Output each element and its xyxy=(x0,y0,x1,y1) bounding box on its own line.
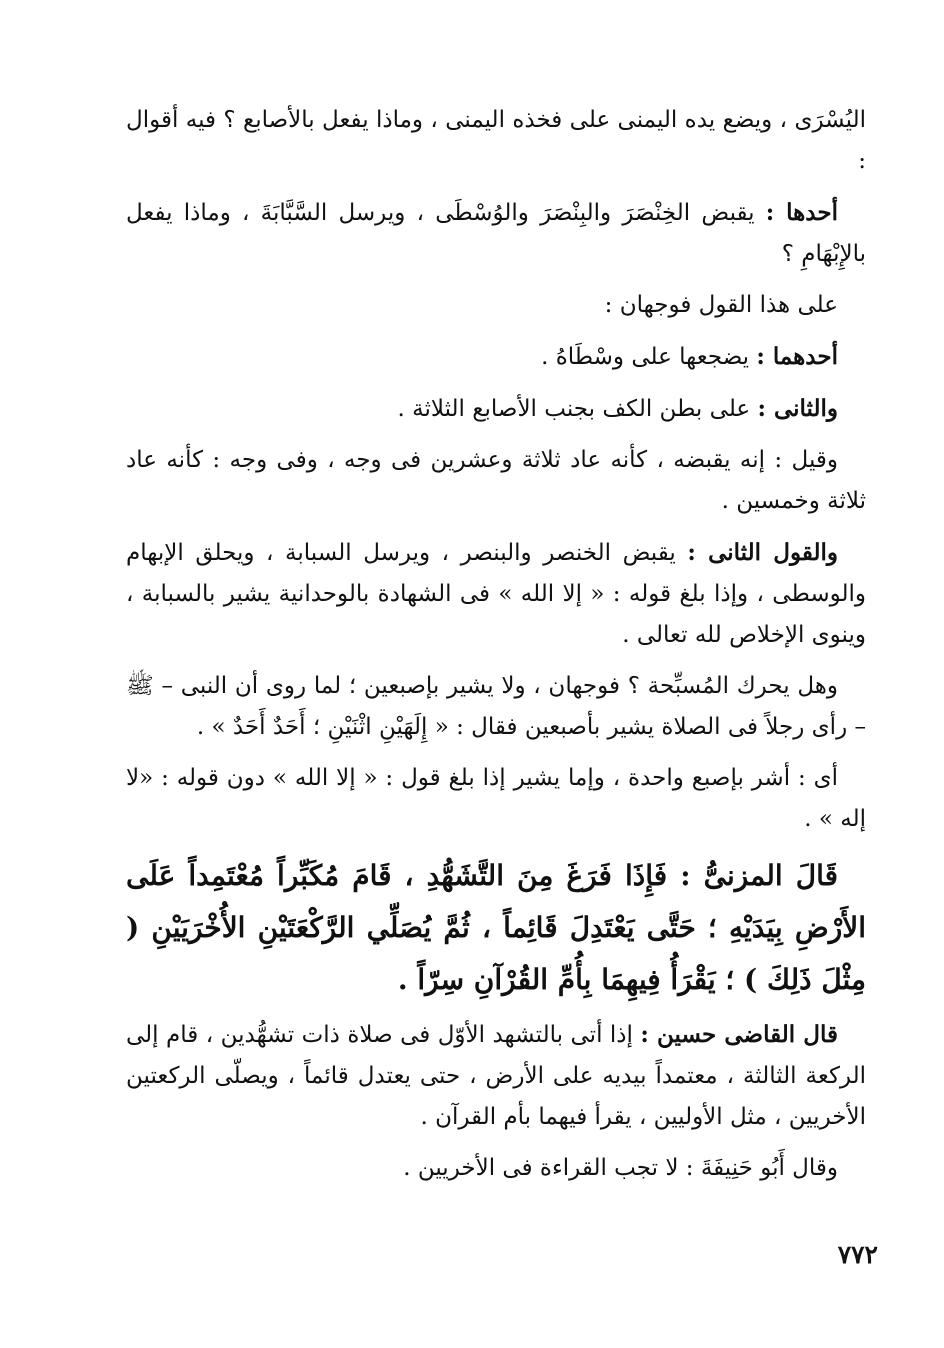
quoted-text-muzani xyxy=(126,850,866,1006)
paragraph-7-text: يقبض الخنصر والبنصر ، ويرسل السبابة ، ويحلق الإبهام والوسطى ، وإذا بلغ قوله : « إلا الله » فى الشهادة بالوحدانية يشير بالسبابة ، وينوى الإخلاص لله تعالى . xyxy=(126,540,866,648)
paragraph-6 xyxy=(126,440,866,522)
paragraph-5-lead: والثانى : xyxy=(757,395,838,422)
paragraph-3 xyxy=(126,285,866,326)
paragraph-9-text: أى : أشر بإصبع واحدة ، وإما يشير إذا بلغ قول : « إلا الله » دون قوله : «لا إله » . xyxy=(126,765,866,832)
paragraph-8-text: وهل يحرك المُسبِّحة ؟ فوجهان ، ولا يشير بإصبعين ؛ لما روى أن النبى – ﷺ – رأى رجلاً فى الصلاة يشير بأصبعين فقال : « إِلَهَيْنِ اثْنَيْنِ ؛ أَحَدٌ أَحَدٌ » . xyxy=(126,673,866,740)
paragraph-10-text: قَالَ المزنىُّ : فَإِذَا فَرَغَ مِنَ التَّشَهُّدِ ، قَامَ مُكَبِّراً مُعْتَمِداً عَلَى الأَرْضِ بِيَدَيْهِ ؛ حَتَّى يَعْتَدِلَ قَائِماً ، ثُمَّ يُصَلِّي الرَّكْعَتَيْنِ الأُخْرَيَيْنِ ( مِثْلَ ذَلِكَ ) ؛ يَقْرَأُ فِيهِمَا بِأُمِّ القُرْآنِ سِرّاً . xyxy=(126,859,866,996)
paragraph-2-lead: أحدها : xyxy=(765,199,838,226)
paragraph-2-text: يقبض الخِنْصَرَ والبِنْصَرَ والوُسْطَى ، ويرسل السَّبَّابَةَ ، وماذا يفعل بالإِبْهَامِ ؟ xyxy=(126,200,866,267)
paragraph-5 xyxy=(126,388,866,430)
paragraph-12-text: وقال أَبُو حَنِيفَةَ : لا تجب القراءة فى الأخريين . xyxy=(403,1155,838,1181)
paragraph-4-text: يضجعها على وسْطَاهُ . xyxy=(541,344,757,370)
page-number: ٧٧٢ xyxy=(837,1240,878,1269)
paragraph-4-lead: أحدهما : xyxy=(756,343,838,370)
paragraph-3-text: على هذا القول فوجهان : xyxy=(604,292,838,318)
paragraph-1-text: اليُسْرَى ، ويضع يده اليمنى على فخذه اليمنى ، وماذا يفعل بالأصابع ؟ فيه أقوال : xyxy=(126,107,866,174)
paragraph-7-lead: والقول الثانى : xyxy=(687,539,838,566)
paragraph-7 xyxy=(126,532,866,656)
paragraph-5-text: على بطن الكف بجنب الأصابع الثلاثة . xyxy=(397,396,758,422)
body-text xyxy=(126,100,866,1199)
paragraph-11-lead: قال القاضى حسين : xyxy=(640,1021,838,1048)
paragraph-6-text: وقيل : إنه يقبضه ، كأنه عاد ثلاثة وعشرين فى وجه ، وفى وجه : كأنه عاد ثلاثة وخمسين . xyxy=(126,447,866,514)
paragraph-1 xyxy=(126,100,866,182)
paragraph-9 xyxy=(126,758,866,840)
paragraph-11 xyxy=(126,1014,866,1138)
paragraph-4 xyxy=(126,336,866,378)
paragraph-2 xyxy=(126,192,866,275)
paragraph-8 xyxy=(126,666,866,748)
paragraph-11-text: إذا أتى بالتشهد الأوّل فى صلاة ذات تشهُّدين ، قام إلى الركعة الثالثة ، معتمداً بيديه على الأرض ، حتى يعتدل قائماً ، ويصلّى الركعتين الأخريين ، مثل الأوليين ، يقرأ فيهما بأم القرآن . xyxy=(126,1022,866,1130)
paragraph-12 xyxy=(126,1148,866,1189)
